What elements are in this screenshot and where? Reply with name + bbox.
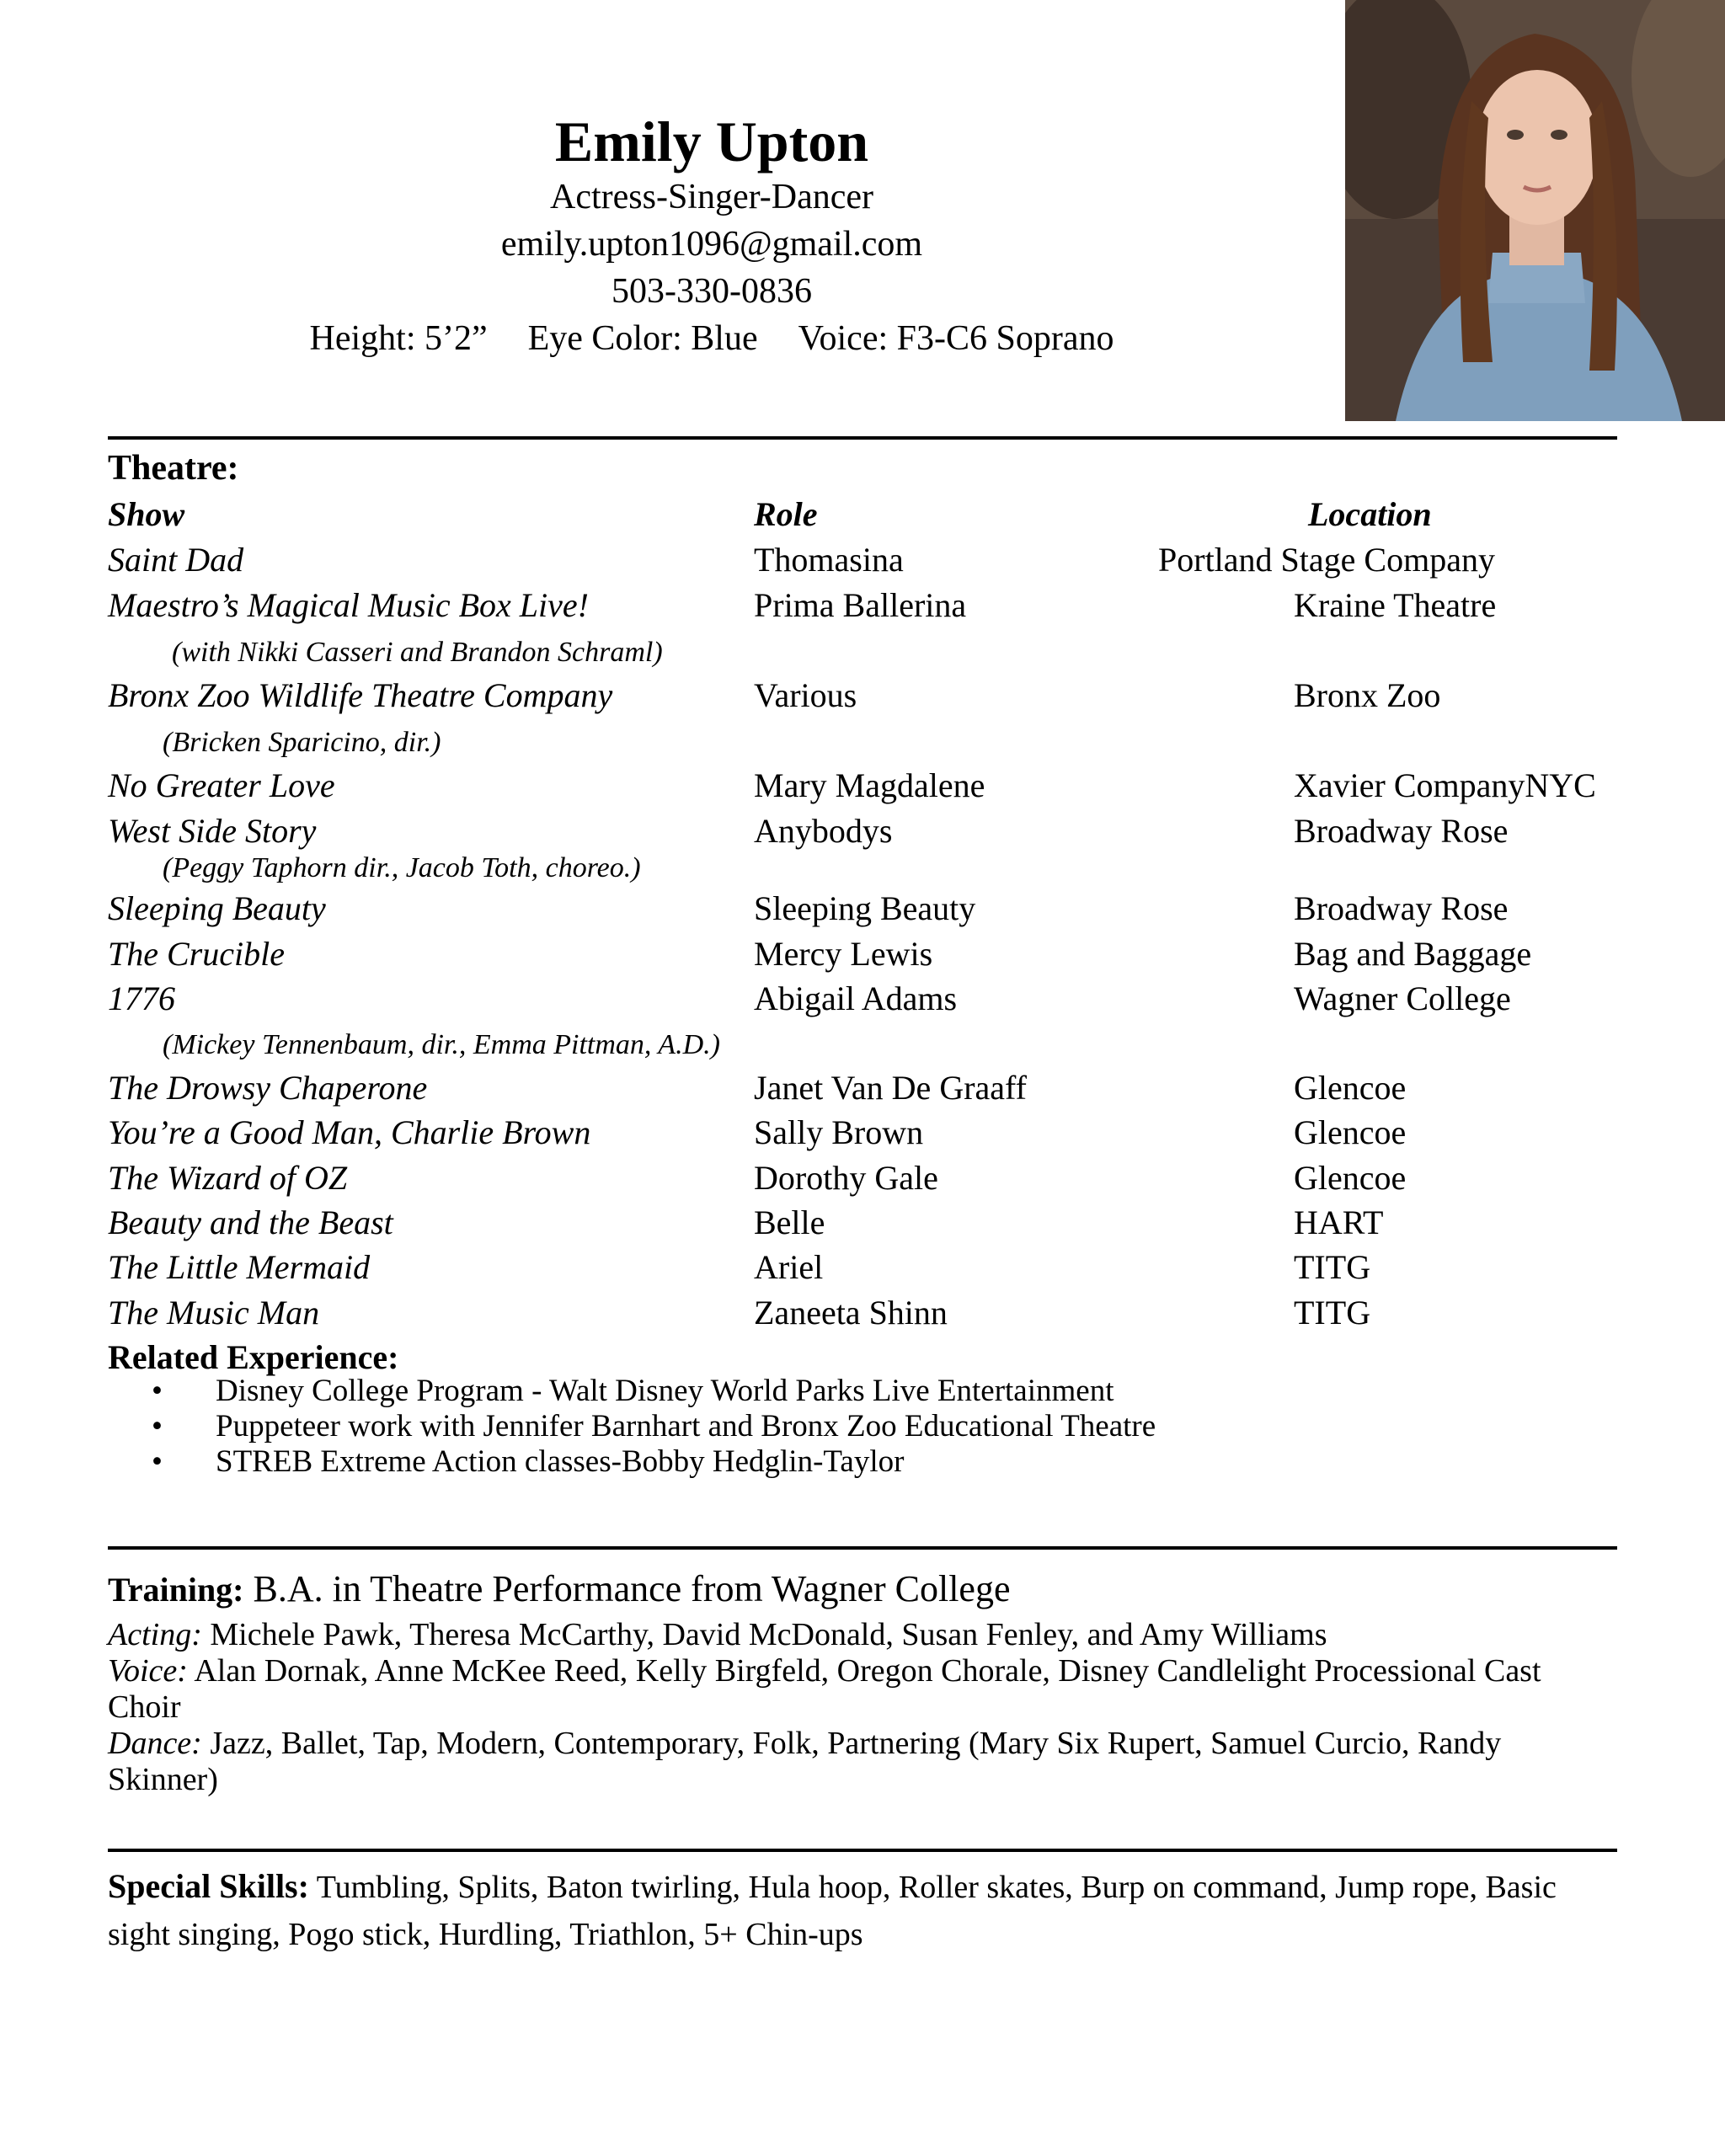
list-item-text: Puppeteer work with Jennifer Barnhart and Bronx Zoo Educational Theatre xyxy=(216,1409,1156,1444)
training-degree: B.A. in Theatre Performance from Wagner College xyxy=(253,1568,1011,1609)
headshot-photo xyxy=(1345,0,1725,421)
show-title: The Wizard of OZ xyxy=(108,1159,348,1197)
training-section xyxy=(108,1566,1616,1613)
theatre-table-header xyxy=(108,492,1624,537)
bullet-icon: • xyxy=(152,1374,163,1408)
location: Glencoe xyxy=(1294,1159,1407,1197)
list-item-text: Disney College Program - Walt Disney World Parks Live Entertainment xyxy=(216,1374,1114,1408)
voice-teachers: Alan Dornak, Anne McKee Reed, Kelly Birgfeld, Oregon Chorale, Disney Candlelight Processional Cast Choir xyxy=(108,1653,1541,1725)
theatre-section-title: Theatre: xyxy=(108,449,239,488)
skills-text: Tumbling, Splits, Baton twirling, Hula hoop, Roller skates, Burp on command, Jump rope, Basic sight singing, Pogo stick, Hurdling, Triathlon, 5+ Chin-ups xyxy=(108,1870,1557,1952)
table-row xyxy=(108,1245,1624,1290)
role: Various xyxy=(754,676,857,714)
role: Zaneeta Shinn xyxy=(754,1294,948,1331)
role: Janet Van De Graaff xyxy=(754,1069,1027,1107)
list-item xyxy=(152,1444,1156,1480)
email[interactable]: emily.upton1096@gmail.com xyxy=(500,225,923,264)
location: Bag and Baggage xyxy=(1294,935,1532,973)
related-experience-list xyxy=(152,1374,1156,1480)
height: Height: 5’2” xyxy=(309,319,488,358)
location: Kraine Theatre xyxy=(1294,586,1497,624)
table-row xyxy=(108,886,1624,931)
training-details xyxy=(108,1617,1616,1798)
location: Glencoe xyxy=(1294,1069,1407,1107)
stats-line xyxy=(0,315,1423,362)
training-dance xyxy=(108,1726,1616,1798)
applicant-name: Emily Upton xyxy=(554,109,869,173)
role: Anybodys xyxy=(754,812,893,850)
show-title: Maestro’s Magical Music Box Live! xyxy=(108,586,589,624)
table-row xyxy=(108,976,1624,1022)
table-row xyxy=(108,1290,1624,1336)
related-experience-title: Related Experience: xyxy=(108,1338,399,1376)
special-skills xyxy=(108,1863,1616,1958)
role: Mary Magdalene xyxy=(754,766,985,804)
location: Broadway Rose xyxy=(1294,889,1509,927)
list-item xyxy=(152,1374,1156,1409)
bullet-icon: • xyxy=(152,1409,163,1444)
training-voice xyxy=(108,1653,1616,1726)
acting-label: Acting: xyxy=(108,1617,202,1652)
headshot-image xyxy=(1345,0,1725,421)
show-title: 1776 xyxy=(108,979,175,1017)
show-title: No Greater Love xyxy=(108,766,335,804)
role: Thomasina xyxy=(754,541,904,579)
role: Mercy Lewis xyxy=(754,935,933,973)
table-row xyxy=(108,537,1624,583)
divider-rule xyxy=(108,1849,1617,1852)
location: Xavier CompanyNYC xyxy=(1294,766,1596,804)
production-credit-note: (Bricken Sparicino, dir.) xyxy=(163,727,441,758)
phone: 503-330-0836 xyxy=(611,272,812,311)
show-title: Beauty and the Beast xyxy=(108,1203,393,1241)
training-acting xyxy=(108,1617,1616,1653)
production-credit-note: (Peggy Taphorn dir., Jacob Toth, choreo.) xyxy=(163,852,641,883)
location: Wagner College xyxy=(1294,979,1511,1017)
column-header-show: Show xyxy=(108,495,185,533)
table-row xyxy=(108,1110,1624,1155)
location: Bronx Zoo xyxy=(1294,676,1441,714)
production-credit-note: (Mickey Tennenbaum, dir., Emma Pittman, A.D.) xyxy=(163,1029,720,1060)
role: Sally Brown xyxy=(754,1113,924,1151)
skills-label: Special Skills: xyxy=(108,1867,309,1905)
show-title: West Side Story xyxy=(108,812,317,850)
table-row xyxy=(108,673,1624,718)
divider-rule xyxy=(108,1546,1617,1550)
table-row xyxy=(108,1155,1624,1201)
location: Glencoe xyxy=(1294,1113,1407,1151)
role: Prima Ballerina xyxy=(754,586,967,624)
table-row xyxy=(108,1200,1624,1246)
table-row xyxy=(108,1065,1624,1111)
role: Abigail Adams xyxy=(754,979,958,1017)
table-row xyxy=(108,763,1624,808)
show-title: The Drowsy Chaperone xyxy=(108,1069,428,1107)
dance-label: Dance: xyxy=(108,1726,202,1761)
location: HART xyxy=(1294,1203,1384,1241)
table-row xyxy=(108,583,1624,628)
bullet-icon: • xyxy=(152,1444,163,1479)
list-item xyxy=(152,1409,1156,1444)
voice-range: Voice: F3-C6 Soprano xyxy=(798,319,1114,358)
location: Portland Stage Company xyxy=(1158,541,1495,579)
table-row xyxy=(108,931,1624,977)
location: TITG xyxy=(1294,1248,1371,1286)
location: TITG xyxy=(1294,1294,1371,1331)
role: Sleeping Beauty xyxy=(754,889,976,927)
show-title: The Crucible xyxy=(108,935,285,973)
show-title: The Little Mermaid xyxy=(108,1248,371,1286)
tagline: Actress-Singer-Dancer xyxy=(550,178,873,216)
show-title: Bronx Zoo Wildlife Theatre Company xyxy=(108,676,613,714)
dance-styles: Jazz, Ballet, Tap, Modern, Contemporary, Folk, Partnering (Mary Six Rupert, Samuel Curcio, Randy Skinner) xyxy=(108,1726,1502,1797)
training-label: Training: xyxy=(108,1571,244,1609)
role: Belle xyxy=(754,1203,825,1241)
eye-color: Eye Color: Blue xyxy=(527,319,758,358)
show-title: Saint Dad xyxy=(108,541,244,579)
list-item-text: STREB Extreme Action classes-Bobby Hedglin-Taylor xyxy=(216,1444,905,1479)
divider-rule xyxy=(108,436,1617,440)
column-header-location: Location xyxy=(1308,495,1432,533)
column-header-role: Role xyxy=(754,495,818,533)
role: Ariel xyxy=(754,1248,824,1286)
production-credit-note: (with Nikki Casseri and Brandon Schraml) xyxy=(172,637,663,668)
acting-teachers: Michele Pawk, Theresa McCarthy, David McDonald, Susan Fenley, and Amy Williams xyxy=(210,1617,1327,1652)
show-title: You’re a Good Man, Charlie Brown xyxy=(108,1113,591,1151)
location: Broadway Rose xyxy=(1294,812,1509,850)
show-title: Sleeping Beauty xyxy=(108,889,326,927)
table-row xyxy=(108,808,1624,854)
role: Dorothy Gale xyxy=(754,1159,938,1197)
show-title: The Music Man xyxy=(108,1294,320,1331)
voice-label: Voice: xyxy=(108,1653,188,1689)
